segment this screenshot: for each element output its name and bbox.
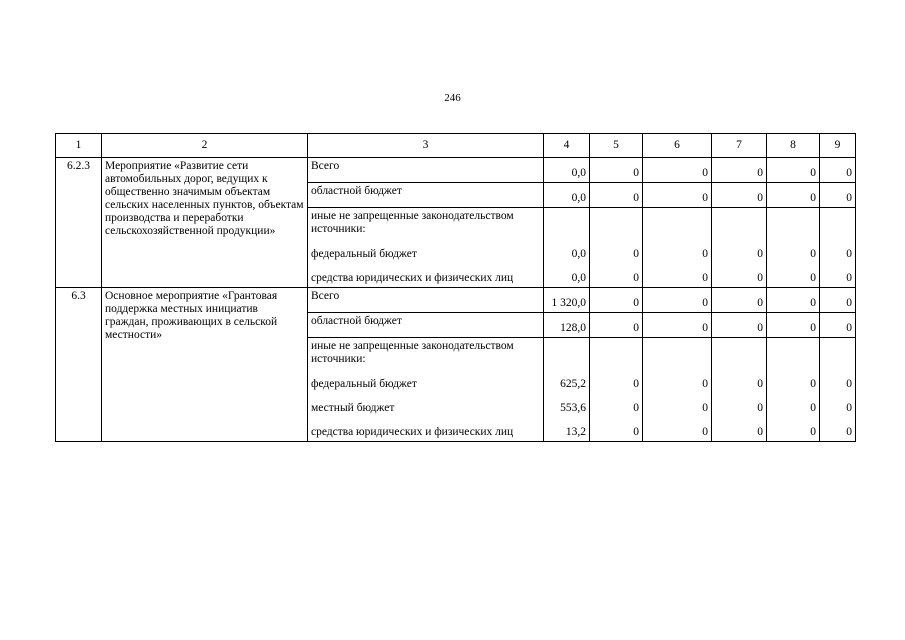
activity-code: 6.3 [56, 288, 102, 442]
value-cell: 128,0 [544, 313, 590, 338]
value-cell: 0 [767, 158, 820, 183]
funding-source: средства юридических и физических лиц [308, 263, 544, 288]
column-header: 2 [102, 134, 308, 158]
value-cell: 0,0 [544, 263, 590, 288]
value-cell [712, 208, 767, 240]
value-cell: 0 [643, 239, 712, 263]
value-cell: 0 [820, 369, 856, 393]
funding-source: Всего [308, 158, 544, 183]
value-cell: 0 [643, 288, 712, 313]
value-cell: 0 [590, 263, 643, 288]
column-header: 7 [712, 134, 767, 158]
value-cell: 0 [767, 239, 820, 263]
table-row [56, 158, 856, 183]
value-cell: 553,6 [544, 393, 590, 417]
budget-table [55, 133, 856, 442]
table-row [56, 288, 856, 313]
value-cell: 0 [767, 417, 820, 442]
value-cell: 0 [820, 263, 856, 288]
funding-source: иные не запрещенные законодательством источники: [308, 208, 544, 240]
value-cell: 0,0 [544, 158, 590, 183]
value-cell: 0 [590, 313, 643, 338]
value-cell: 13,2 [544, 417, 590, 442]
table-header-row [56, 134, 856, 158]
value-cell: 0 [712, 239, 767, 263]
value-cell: 0 [643, 183, 712, 208]
value-cell: 0,0 [544, 183, 590, 208]
value-cell: 0 [643, 158, 712, 183]
value-cell: 0 [590, 239, 643, 263]
funding-source: областной бюджет [308, 183, 544, 208]
value-cell [643, 338, 712, 370]
value-cell [590, 208, 643, 240]
value-cell [643, 208, 712, 240]
value-cell [590, 338, 643, 370]
value-cell: 0 [590, 183, 643, 208]
value-cell: 0 [712, 183, 767, 208]
value-cell: 0 [712, 417, 767, 442]
value-cell: 0 [767, 263, 820, 288]
column-header: 3 [308, 134, 544, 158]
column-header: 8 [767, 134, 820, 158]
value-cell: 0 [820, 417, 856, 442]
value-cell: 0 [590, 158, 643, 183]
value-cell [712, 338, 767, 370]
value-cell: 0 [820, 313, 856, 338]
value-cell: 0 [712, 158, 767, 183]
value-cell: 0 [712, 288, 767, 313]
value-cell: 1 320,0 [544, 288, 590, 313]
value-cell: 0 [590, 417, 643, 442]
value-cell [544, 208, 590, 240]
value-cell: 0 [712, 313, 767, 338]
value-cell: 0 [767, 393, 820, 417]
page-number: 246 [444, 92, 461, 104]
column-header: 4 [544, 134, 590, 158]
value-cell: 625,2 [544, 369, 590, 393]
column-header: 9 [820, 134, 856, 158]
value-cell: 0 [643, 263, 712, 288]
activity-name: Мероприятие «Развитие сети автомобильных дорог, ведущих к общественно значимым объектам сельских населенных пунктов, объектам производства и переработки сельскохозяйственной продукции» [102, 158, 308, 288]
funding-source: федеральный бюджет [308, 369, 544, 393]
value-cell: 0 [712, 393, 767, 417]
funding-source: федеральный бюджет [308, 239, 544, 263]
value-cell: 0 [712, 369, 767, 393]
activity-name: Основное мероприятие «Грантовая поддержка местных инициатив граждан, проживающих в сельской местности» [102, 288, 308, 442]
value-cell: 0 [767, 288, 820, 313]
value-cell: 0 [643, 369, 712, 393]
value-cell [820, 338, 856, 370]
value-cell: 0 [590, 288, 643, 313]
value-cell: 0 [820, 393, 856, 417]
value-cell: 0 [767, 369, 820, 393]
value-cell: 0,0 [544, 239, 590, 263]
value-cell: 0 [820, 158, 856, 183]
value-cell: 0 [767, 313, 820, 338]
value-cell [544, 338, 590, 370]
value-cell [820, 208, 856, 240]
value-cell: 0 [643, 393, 712, 417]
value-cell: 0 [820, 239, 856, 263]
value-cell: 0 [820, 183, 856, 208]
value-cell [767, 338, 820, 370]
value-cell: 0 [767, 183, 820, 208]
value-cell: 0 [820, 288, 856, 313]
value-cell: 0 [712, 263, 767, 288]
funding-source: местный бюджет [308, 393, 544, 417]
value-cell: 0 [590, 369, 643, 393]
column-header: 1 [56, 134, 102, 158]
activity-code: 6.2.3 [56, 158, 102, 288]
funding-source: областной бюджет [308, 313, 544, 338]
funding-source: иные не запрещенные законодательством источники: [308, 338, 544, 370]
funding-source: средства юридических и физических лиц [308, 417, 544, 442]
value-cell [767, 208, 820, 240]
value-cell: 0 [590, 393, 643, 417]
column-header: 6 [643, 134, 712, 158]
funding-source: Всего [308, 288, 544, 313]
column-header: 5 [590, 134, 643, 158]
value-cell: 0 [643, 417, 712, 442]
value-cell: 0 [643, 313, 712, 338]
